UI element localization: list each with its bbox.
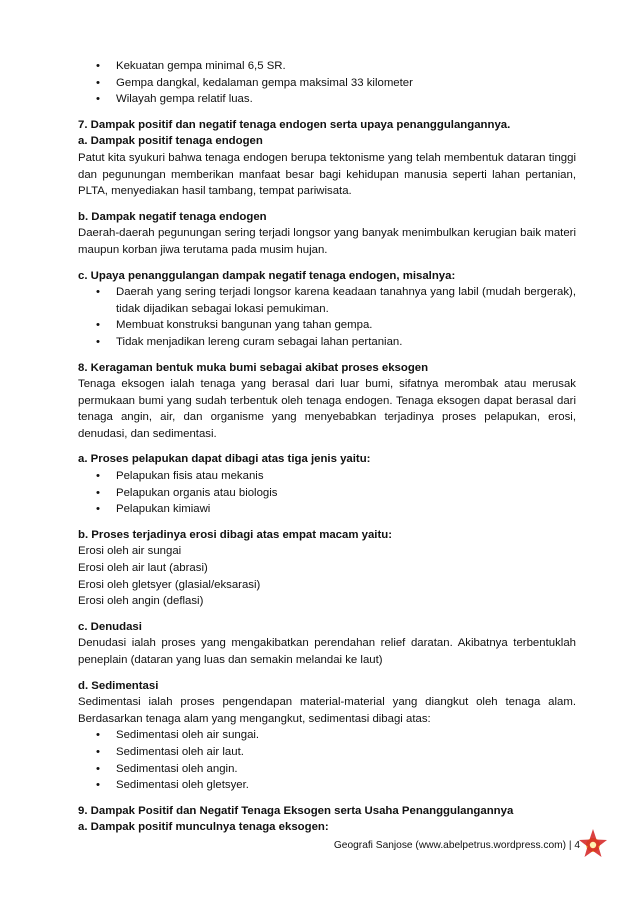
list-item: • Pelapukan fisis atau mekanis: [116, 468, 576, 485]
section-8c-paragraph: Denudasi ialah proses yang mengakibatkan perendahan relief daratan. Akibatnya terbentuklah peneplain (dataran yang luas dan semakin melandai ke laut): [78, 637, 576, 666]
section-8d-paragraph: Sedimentasi ialah proses pengendapan material-material yang diangkut oleh tenaga alam. Berdasarkan tenaga alam yang mengangkut, sedimentasi dibagi atas:: [78, 696, 576, 725]
list-item: • Sedimentasi oleh angin.: [116, 761, 576, 778]
list-item: • Wilayah gempa relatif luas.: [116, 91, 576, 108]
section-8d-bullet-list: [78, 727, 576, 793]
section-7c-heading: c. Upaya penanggulangan dampak negatif tenaga endogen, misalnya:: [78, 269, 456, 282]
section-7b-heading: b. Dampak negatif tenaga endogen: [78, 210, 267, 223]
section-8-b: [78, 527, 576, 610]
section-7c-bullet-list: [78, 284, 576, 350]
section-8c-heading: c. Denudasi: [78, 620, 142, 633]
list-item: • Sedimentasi oleh air laut.: [116, 744, 576, 761]
section-8-a: [78, 451, 576, 517]
erosion-line: Erosi oleh gletsyer (glasial/eksarasi): [78, 578, 261, 591]
section-8d-heading: d. Sedimentasi: [78, 679, 159, 692]
section-8-c: [78, 619, 576, 669]
document-page: [78, 58, 576, 845]
section-8-d: [78, 678, 576, 794]
section-9: [78, 803, 576, 836]
intro-bullet-list: [78, 58, 576, 108]
section-8-heading: 8. Keragaman bentuk muka bumi sebagai akibat proses eksogen: [78, 361, 429, 374]
list-item: • Sedimentasi oleh gletsyer.: [116, 777, 576, 794]
section-8a-heading: a. Proses pelapukan dapat dibagi atas tiga jenis yaitu:: [78, 453, 371, 466]
section-8-paragraph: Tenaga eksogen ialah tenaga yang berasal dari luar bumi, sifatnya merombak atau merusak permukaan bumi yang sudah terbentuk oleh tenaga endogen. Tenaga eksogen dapat berasal dari tenaga angin, air, dan organisme yang menyebabkan terjadinya proses pelapukan, erosi, denudasi, dan sedimentasi.: [78, 378, 576, 440]
section-7a-paragraph: Patut kita syukuri bahwa tenaga endogen berupa tektonisme yang telah membentuk dataran tinggi dan pegunungan memberikan manfaat besar bagi kehidupan manusia seperti lahan pertanian, PLTA, menyediakan hasil tambang, tempat pariwisata.: [78, 151, 576, 198]
erosion-line: Erosi oleh air sungai: [78, 545, 182, 558]
section-8-intro: [78, 360, 576, 443]
section-9a-heading: a. Dampak positif munculnya tenaga eksogen:: [78, 821, 329, 834]
section-8b-heading: b. Proses terjadinya erosi dibagi atas empat macam yaitu:: [78, 528, 392, 541]
list-item: • Tidak menjadikan lereng curam sebagai lahan pertanian.: [116, 334, 576, 351]
list-item: • Sedimentasi oleh air sungai.: [116, 727, 576, 744]
list-item: • Kekuatan gempa minimal 6,5 SR.: [116, 58, 576, 75]
section-9-heading: 9. Dampak Positif dan Negatif Tenaga Eksogen serta Usaha Penanggulangannya: [78, 804, 514, 817]
star-emblem-icon: [578, 828, 608, 862]
list-item: • Pelapukan kimiawi: [116, 501, 576, 518]
section-7a-heading: a. Dampak positif tenaga endogen: [78, 135, 263, 148]
list-item: • Gempa dangkal, kedalaman gempa maksimal 33 kilometer: [116, 75, 576, 92]
emblem-center: [590, 842, 596, 848]
section-8a-bullet-list: [78, 468, 576, 518]
list-item: • Pelapukan organis atau biologis: [116, 485, 576, 502]
list-item: • Membuat konstruksi bangunan yang tahan gempa.: [116, 317, 576, 334]
list-item: • Daerah yang sering terjadi longsor karena keadaan tanahnya yang labil (mudah bergerak), tidak dijadikan sebagai lokasi pemukiman.: [116, 284, 576, 317]
erosion-line: Erosi oleh angin (deflasi): [78, 595, 204, 608]
section-7b-paragraph: Daerah-daerah pegunungan sering terjadi longsor yang banyak menimbulkan kerugian baik materi maupun korban jiwa terutama pada musim hujan.: [78, 227, 576, 256]
section-7-b: [78, 209, 576, 259]
section-7-heading: 7. Dampak positif dan negatif tenaga endogen serta upaya penanggulangannya.: [78, 118, 511, 131]
page-footer: Geografi Sanjose (www.abelpetrus.wordpress.com) | 4: [333, 840, 580, 851]
erosion-line: Erosi oleh air laut (abrasi): [78, 562, 208, 575]
section-7-c: [78, 268, 576, 351]
section-7-a: [78, 117, 576, 200]
intro-list-block: [78, 58, 576, 108]
